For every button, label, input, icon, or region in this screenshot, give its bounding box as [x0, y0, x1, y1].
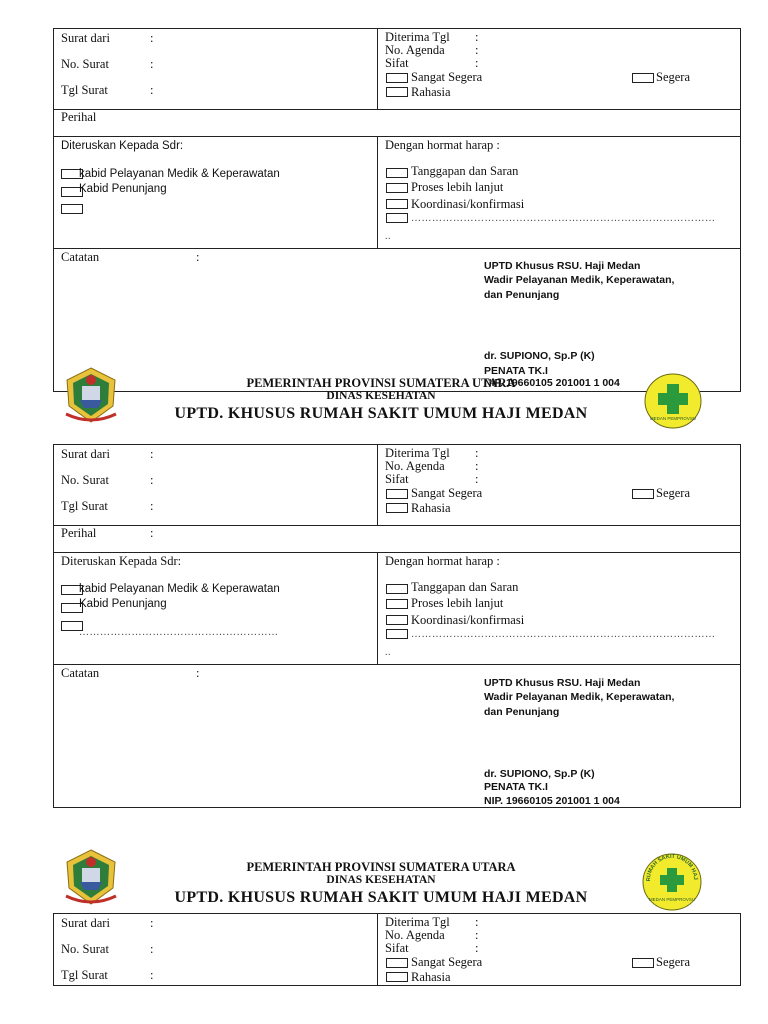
hospital-logo — [641, 852, 703, 912]
diteruskan-label: Diteruskan Kepada Sdr: — [61, 140, 184, 152]
hospital-logo-text: MEDAN PEMPROVSU — [649, 416, 697, 421]
kabid-penunjang-label: Kabid Penunjang — [79, 183, 167, 195]
colon: : — [150, 526, 154, 540]
perihal-label: Perihal — [61, 526, 97, 540]
sangat-segera-checkbox[interactable] — [386, 73, 408, 83]
colon: : — [150, 968, 154, 982]
tgl-surat-label: Tgl Surat — [61, 968, 108, 982]
colon: : — [475, 56, 479, 70]
colon: : — [150, 473, 154, 487]
colon: : — [475, 30, 479, 44]
other-recipient-checkbox[interactable] — [61, 204, 83, 214]
colon: : — [150, 447, 154, 461]
kabid-medik-label: kabid Pelayanan Medik & Keperawatan — [79, 168, 280, 180]
diteruskan-label: Diteruskan Kepada Sdr: — [61, 554, 182, 568]
proses-label: Proses lebih lanjut — [411, 180, 504, 194]
hospital-logo-text: MEDAN PEMPROVSU — [648, 897, 696, 902]
form2-divider — [377, 444, 378, 525]
sig-name: dr. SUPIONO, Sp.P (K) — [484, 768, 595, 780]
segera-label: Segera — [656, 486, 691, 500]
sig-title1: Wadir Pelayanan Medik, Keperawatan, — [484, 691, 675, 703]
koordinasi-label: Koordinasi/konfirmasi — [411, 613, 525, 627]
colon: : — [150, 31, 154, 45]
sig-nip: NIP. 19660105 201001 1 004 — [484, 795, 620, 807]
no-agenda-label: No. Agenda — [385, 459, 445, 473]
segera-label: Segera — [656, 70, 691, 84]
sangat-segera-label: Sangat Segera — [411, 70, 483, 84]
diterima-tgl-label: Diterima Tgl — [385, 915, 450, 929]
hospital-logo-top-text: RUMAH SAKIT UMUM HAJ — [645, 853, 699, 882]
proses-checkbox[interactable] — [386, 183, 408, 193]
colon: : — [475, 915, 479, 929]
sig-nip: NIP. 19660105 201001 1 004 — [484, 377, 620, 389]
header-line1: PEMERINTAH PROVINSI SUMATERA UTARA — [246, 860, 516, 874]
header-line1: PEMERINTAH PROVINSI SUMATERA UTARA — [246, 376, 516, 390]
tgl-surat-label: Tgl Surat — [61, 499, 108, 513]
kabid-medik-label: kabid Pelayanan Medik & Keperawatan — [79, 583, 280, 595]
header-line2: DINAS KESEHATAN — [326, 874, 436, 886]
rahasia-checkbox[interactable] — [386, 972, 408, 982]
sifat-label: Sifat — [385, 56, 409, 70]
sig-rank: PENATA TK.I — [484, 781, 548, 793]
sig-title1: Wadir Pelayanan Medik, Keperawatan, — [484, 274, 675, 286]
dotted-line: …………………………………………………………………………… — [411, 213, 716, 224]
header-line2: DINAS KESEHATAN — [326, 390, 436, 402]
dotted-line-end: .. — [385, 647, 391, 658]
tanggapan-label: Tanggapan dan Saran — [411, 164, 519, 178]
no-agenda-label: No. Agenda — [385, 43, 445, 57]
header-line3: UPTD. KHUSUS RUMAH SAKIT UMUM HAJI MEDAN — [174, 889, 588, 906]
colon: : — [475, 446, 479, 460]
rahasia-checkbox[interactable] — [386, 503, 408, 513]
diterima-tgl-label: Diterima Tgl — [385, 30, 450, 44]
form3-divider — [377, 913, 378, 986]
colon: : — [150, 942, 154, 956]
dengan-hormat-label: Dengan hormat harap : — [385, 138, 500, 152]
diterima-tgl-label: Diterima Tgl — [385, 446, 450, 460]
catatan-label: Catatan — [61, 666, 100, 680]
surat-dari-label: Surat dari — [61, 31, 110, 45]
sangat-segera-checkbox[interactable] — [386, 489, 408, 499]
colon: : — [196, 250, 200, 264]
sig-name: dr. SUPIONO, Sp.P (K) — [484, 350, 595, 362]
province-emblem — [60, 848, 122, 908]
province-emblem — [60, 366, 122, 426]
sig-org: UPTD Khusus RSU. Haji Medan — [484, 677, 641, 689]
no-agenda-label: No. Agenda — [385, 928, 445, 942]
koordinasi-checkbox[interactable] — [386, 199, 408, 209]
sig-title2: dan Penunjang — [484, 706, 560, 718]
colon: : — [150, 83, 154, 97]
other-action-checkbox[interactable] — [386, 629, 408, 639]
dengan-hormat-label: Dengan hormat harap : — [385, 554, 500, 568]
perihal-label: Perihal — [61, 110, 97, 124]
rahasia-label: Rahasia — [411, 85, 451, 99]
form1-divider — [53, 109, 741, 110]
form2-divider — [53, 552, 741, 553]
colon: : — [475, 941, 479, 955]
form1-divider — [377, 28, 378, 109]
sifat-label: Sifat — [385, 472, 409, 486]
sangat-segera-label: Sangat Segera — [411, 955, 483, 969]
segera-checkbox[interactable] — [632, 73, 654, 83]
tgl-surat-label: Tgl Surat — [61, 83, 108, 97]
sangat-segera-checkbox[interactable] — [386, 958, 408, 968]
sifat-label: Sifat — [385, 941, 409, 955]
koordinasi-checkbox[interactable] — [386, 615, 408, 625]
form1-divider — [377, 136, 378, 248]
form2-divider — [53, 664, 741, 665]
dotted-line: ………………………………………………… — [79, 627, 279, 638]
tanggapan-checkbox[interactable] — [386, 168, 408, 178]
surat-dari-label: Surat dari — [61, 916, 110, 930]
colon: : — [150, 499, 154, 513]
rahasia-label: Rahasia — [411, 501, 451, 515]
segera-checkbox[interactable] — [632, 958, 654, 968]
header-line3: UPTD. KHUSUS RUMAH SAKIT UMUM HAJI MEDAN — [174, 405, 588, 422]
koordinasi-label: Koordinasi/konfirmasi — [411, 197, 525, 211]
colon: : — [150, 916, 154, 930]
segera-checkbox[interactable] — [632, 489, 654, 499]
hospital-logo — [643, 372, 703, 430]
dotted-line: …………………………………………………………………………… — [411, 629, 716, 640]
dotted-line-end: .. — [385, 231, 391, 242]
other-action-checkbox[interactable] — [386, 213, 408, 223]
rahasia-checkbox[interactable] — [386, 87, 408, 97]
kabid-penunjang-label: Kabid Penunjang — [79, 598, 167, 610]
sangat-segera-label: Sangat Segera — [411, 486, 483, 500]
proses-checkbox[interactable] — [386, 599, 408, 609]
no-surat-label: No. Surat — [61, 473, 109, 487]
no-surat-label: No. Surat — [61, 57, 109, 71]
form2-divider — [377, 552, 378, 664]
colon: : — [475, 928, 479, 942]
colon: : — [196, 666, 200, 680]
form1-divider — [53, 248, 741, 249]
sig-rank: PENATA TK.I — [484, 365, 548, 377]
sig-title2: dan Penunjang — [484, 289, 560, 301]
rahasia-label: Rahasia — [411, 970, 451, 984]
form2-divider — [53, 525, 741, 526]
proses-label: Proses lebih lanjut — [411, 596, 504, 610]
colon: : — [475, 472, 479, 486]
catatan-label: Catatan — [61, 250, 100, 264]
segera-label: Segera — [656, 955, 691, 969]
colon: : — [150, 57, 154, 71]
tanggapan-checkbox[interactable] — [386, 584, 408, 594]
colon: : — [475, 459, 479, 473]
tanggapan-label: Tanggapan dan Saran — [411, 580, 519, 594]
colon: : — [475, 43, 479, 57]
no-surat-label: No. Surat — [61, 942, 109, 956]
form1-divider — [53, 136, 741, 137]
sig-org: UPTD Khusus RSU. Haji Medan — [484, 260, 641, 272]
surat-dari-label: Surat dari — [61, 447, 110, 461]
